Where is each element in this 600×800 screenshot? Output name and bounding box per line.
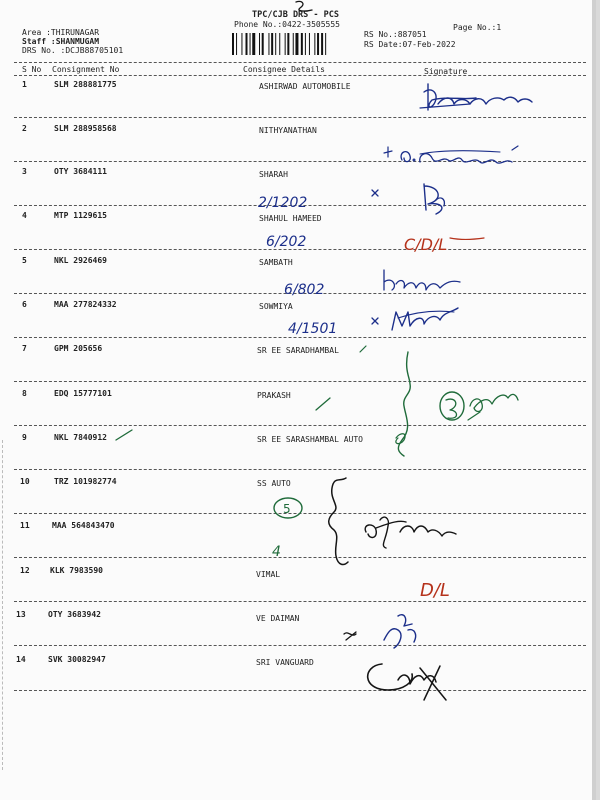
row-consignee: PRAKASH — [257, 391, 291, 400]
row-sno: 2 — [22, 124, 27, 133]
row-consignment: MAA 277824332 — [54, 300, 117, 309]
signature-row-14 — [368, 664, 446, 700]
row-sno: 11 — [20, 521, 30, 530]
row-consignee: SOWMIYA — [259, 302, 293, 311]
note-row-6: 4/1501 — [288, 321, 338, 337]
row-consignment: SLM 288958568 — [54, 124, 117, 133]
row-consignee: VIMAL — [256, 570, 281, 579]
row-consignee: SRI VANGUARD — [256, 658, 314, 667]
signature-row-12-text: D/L — [420, 580, 450, 601]
note-row-5: 6/802 — [284, 282, 325, 298]
signature-row-2 — [384, 146, 518, 163]
staff-label: Staff :SHANMUGAM — [22, 37, 100, 46]
drs-number: DRS No. :DCJB88705101 — [22, 46, 124, 55]
signature-row-4: C/D/L — [404, 235, 448, 254]
col-header-consignee: Consignee Details — [243, 65, 325, 74]
row-sno: 3 — [22, 167, 27, 176]
row-sno: 5 — [22, 256, 27, 265]
row-consignment: SVK 30082947 — [48, 655, 106, 664]
row-consignment: OTY 3684111 — [54, 167, 107, 176]
row-consignment: TRZ 101982774 — [54, 477, 117, 486]
row-sno: 10 — [20, 477, 30, 486]
handwriting-row-3 — [258, 184, 444, 214]
handwriting-rows-7-11 — [116, 346, 518, 564]
col-header-consignment: Consignment No — [52, 65, 120, 74]
sheet-title: TPC/CJB DRS - PCS — [252, 10, 339, 20]
signature-row-13 — [344, 615, 416, 648]
row-consignee: NITHYANATHAN — [259, 126, 317, 135]
row-consignment: NKL 7840912 — [54, 433, 107, 442]
row-consignee: SR EE SARASHAMBAL AUTO — [257, 435, 363, 444]
handwriting-row-4 — [266, 234, 484, 254]
note-row-11: 4 — [272, 544, 281, 560]
rs-number: RS No.:887051 — [364, 30, 427, 39]
handwriting-row-6 — [288, 308, 458, 337]
row-consignee: ASHIRWAD AUTOMOBILE — [259, 82, 351, 91]
row-consignment: EDQ 15777101 — [54, 389, 112, 398]
row-consignee: SR EE SARADHAMBAL — [257, 346, 339, 355]
col-header-sno: S No — [22, 65, 42, 74]
row-sno: 14 — [16, 655, 26, 664]
phone-number: Phone No.:0422-3505555 — [234, 20, 340, 29]
row-sno: 7 — [22, 344, 27, 353]
row-consignment: NKL 2926469 — [54, 256, 107, 265]
row-consignment: MAA 564843470 — [52, 521, 115, 530]
row-consignee: SS AUTO — [257, 479, 291, 488]
rs-date: RS Date:07-Feb-2022 — [364, 40, 456, 49]
row-sno: 6 — [22, 300, 27, 309]
row-sno: 12 — [20, 566, 30, 575]
row-sno: 1 — [22, 80, 27, 89]
circled-number-row-10: 5 — [283, 502, 291, 516]
row-sno: 9 — [22, 433, 27, 442]
col-header-signature: Signature — [424, 67, 468, 76]
row-sno: 8 — [22, 389, 27, 398]
row-consignee: VE DAIMAN — [256, 614, 300, 623]
row-consignee: SHAHUL HAMEED — [259, 214, 322, 223]
row-consignee: SHARAH — [259, 170, 288, 179]
signature-row-1 — [420, 84, 532, 110]
row-sno: 4 — [22, 211, 27, 220]
handwriting-row-5 — [284, 270, 460, 298]
row-sno: 13 — [16, 610, 26, 619]
row-consignment: OTY 3683942 — [48, 610, 101, 619]
note-row-3: 2/1202 — [258, 195, 308, 211]
row-consignment: MTP 1129615 — [54, 211, 107, 220]
row-consignment: SLM 288881775 — [54, 80, 117, 89]
row-consignment: KLK 7983590 — [50, 566, 103, 575]
row-consignee: SAMBATH — [259, 258, 293, 267]
area-label: Area :THIRUNAGAR — [22, 28, 100, 37]
note-row-4: 6/202 — [266, 234, 307, 250]
row-consignment: GPM 205656 — [54, 344, 103, 353]
signature-row-12 — [420, 580, 450, 601]
page-number: Page No.:1 — [453, 23, 502, 32]
